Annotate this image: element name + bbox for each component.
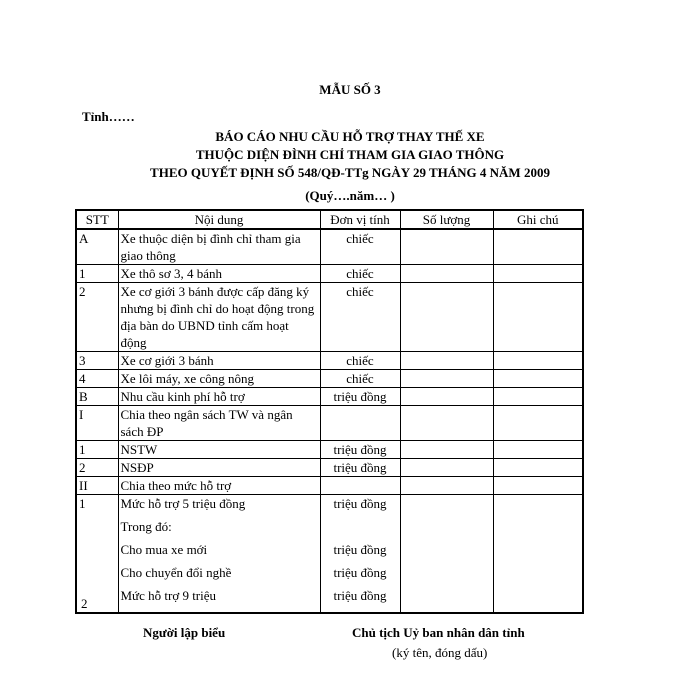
row-unit-block — [320, 495, 400, 614]
row-note-cell — [493, 352, 583, 370]
row-unit: triệu đồng — [333, 588, 387, 603]
row-content: Mức hỗ trợ 5 triệu đồng — [120, 496, 246, 511]
row-quantity-cell — [400, 406, 493, 441]
row-quantity-cell — [400, 495, 493, 614]
row-note-cell — [493, 477, 583, 495]
preparer-signature-label: Người lập biểu — [143, 625, 226, 640]
row-unit: chiếc — [320, 229, 400, 265]
row-unit: chiếc — [320, 283, 400, 352]
report-period: (Quý….năm… ) — [305, 188, 395, 203]
row-content: Trong đó: — [120, 519, 172, 534]
row-quantity-cell — [400, 283, 493, 352]
report-title-line3: THEO QUYẾT ĐỊNH SỐ 548/QĐ-TTg NGÀY 29 THÁNG 4 NĂM 2009 — [150, 165, 550, 180]
column-header-content: Nội dung — [118, 210, 320, 229]
table-header-row — [76, 210, 583, 229]
row-quantity-cell — [400, 477, 493, 495]
table-row — [76, 441, 583, 459]
row-content: Nhu cầu kinh phí hỗ trợ — [118, 388, 320, 406]
row-note-cell — [493, 459, 583, 477]
row-content: Xe thuộc diện bị đình chỉ tham gia giao thông — [118, 229, 320, 265]
row-stt-block — [76, 495, 118, 614]
column-header-quantity: Số lượng — [400, 210, 493, 229]
row-note-cell — [493, 441, 583, 459]
row-note-cell — [493, 495, 583, 614]
row-unit: triệu đồng — [333, 542, 387, 557]
row-stt: A — [76, 229, 118, 265]
row-content: Chia theo ngân sách TW và ngân sách ĐP — [118, 406, 320, 441]
row-note-cell — [493, 229, 583, 265]
table-row — [76, 370, 583, 388]
table-row — [76, 477, 583, 495]
row-content: NSĐP — [118, 459, 320, 477]
row-stt: 4 — [76, 370, 118, 388]
row-quantity-cell — [400, 229, 493, 265]
row-note-cell — [493, 388, 583, 406]
row-note-cell — [493, 283, 583, 352]
row-unit: triệu đồng — [333, 496, 387, 511]
row-content: NSTW — [118, 441, 320, 459]
row-content-block — [118, 495, 320, 614]
row-unit — [323, 512, 398, 535]
table-row — [76, 388, 583, 406]
row-content: Xe lôi máy, xe công nông — [118, 370, 320, 388]
row-stt: 1 — [76, 265, 118, 283]
form-number: MẪU SỐ 3 — [319, 82, 381, 97]
row-stt: 2 — [76, 283, 118, 352]
row-stt: 1 — [79, 496, 86, 511]
table-row — [76, 229, 583, 265]
chairman-signature-label: Chủ tịch Uỷ ban nhân dân tỉnh — [352, 625, 525, 640]
row-stt: I — [76, 406, 118, 441]
row-stt: II — [76, 477, 118, 495]
row-stt: 3 — [76, 352, 118, 370]
table-row-final-block — [76, 495, 583, 614]
row-unit: triệu đồng — [320, 388, 400, 406]
row-quantity-cell — [400, 370, 493, 388]
column-header-stt: STT — [76, 210, 118, 229]
row-unit — [320, 477, 400, 495]
row-unit: chiếc — [320, 370, 400, 388]
row-content: Cho chuyển đổi nghề — [120, 565, 232, 580]
table-row — [76, 283, 583, 352]
report-title-line1: BÁO CÁO NHU CẦU HỖ TRỢ THAY THẾ XE — [215, 129, 485, 144]
row-stt: 2 — [76, 459, 118, 477]
row-stt: 2 — [81, 596, 88, 611]
row-content: Xe thô sơ 3, 4 bánh — [118, 265, 320, 283]
row-quantity-cell — [400, 441, 493, 459]
row-note-cell — [493, 265, 583, 283]
row-note-cell — [493, 370, 583, 388]
table-row — [76, 406, 583, 441]
column-header-unit: Đơn vị tính — [320, 210, 400, 229]
row-quantity-cell — [400, 459, 493, 477]
row-stt: B — [76, 388, 118, 406]
row-content: Mức hỗ trợ 9 triệu — [120, 588, 217, 603]
signature-note: (ký tên, đóng dấu) — [392, 645, 488, 660]
row-content: Cho mua xe mới — [120, 542, 208, 557]
row-quantity-cell — [400, 388, 493, 406]
row-unit: triệu đồng — [320, 459, 400, 477]
table-row — [76, 265, 583, 283]
row-quantity-cell — [400, 352, 493, 370]
row-note-cell — [493, 406, 583, 441]
row-content: Xe cơ giới 3 bánh — [118, 352, 320, 370]
row-content: Chia theo mức hỗ trợ — [118, 477, 320, 495]
row-stt: 1 — [76, 441, 118, 459]
table-row — [76, 459, 583, 477]
table-row — [76, 352, 583, 370]
row-unit: triệu đồng — [320, 441, 400, 459]
row-unit: chiếc — [320, 265, 400, 283]
report-table — [75, 209, 584, 614]
row-content: Xe cơ giới 3 bánh được cấp đăng ký nhưng bị đình chỉ do hoạt động trong địa bàn do UBND tỉnh cấm hoạt động — [118, 283, 320, 352]
province-label: Tỉnh…… — [82, 109, 135, 124]
row-unit: chiếc — [320, 352, 400, 370]
row-unit: triệu đồng — [333, 565, 387, 580]
report-title-line2: THUỘC DIỆN ĐÌNH CHỈ THAM GIA GIAO THÔNG — [195, 147, 505, 162]
row-quantity-cell — [400, 265, 493, 283]
column-header-note: Ghi chú — [493, 210, 583, 229]
row-unit — [320, 406, 400, 441]
